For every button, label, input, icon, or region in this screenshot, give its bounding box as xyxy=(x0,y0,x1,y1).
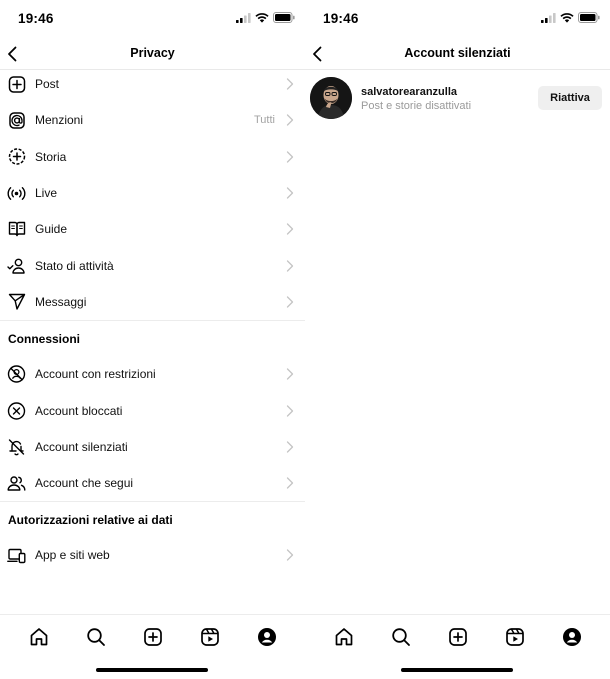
page-title: Account silenziati xyxy=(404,46,511,60)
chevron-right-icon xyxy=(286,405,294,417)
battery-icon xyxy=(273,12,295,23)
chevron-right-icon xyxy=(286,296,294,308)
reels-icon xyxy=(505,627,525,647)
tab-reels[interactable] xyxy=(500,622,530,652)
nav-bar xyxy=(305,38,610,70)
tab-create[interactable] xyxy=(443,622,473,652)
profile-icon xyxy=(257,627,277,647)
menu-item-restricted-accounts[interactable] xyxy=(0,356,305,392)
reels-icon xyxy=(200,627,220,647)
menu-item-post[interactable] xyxy=(0,66,305,102)
tab-create[interactable] xyxy=(138,622,168,652)
chevron-right-icon xyxy=(286,78,294,90)
menu-item-activity-status[interactable] xyxy=(0,247,305,283)
status-bar xyxy=(305,0,610,38)
search-icon xyxy=(86,627,106,647)
section-title-data-permissions: Autorizzazioni relative ai dati xyxy=(8,512,173,527)
chevron-right-icon xyxy=(286,549,294,561)
menu-item-label: Menzioni xyxy=(35,113,84,128)
tab-profile[interactable] xyxy=(557,622,587,652)
muted-account-row[interactable] xyxy=(305,76,610,122)
chevron-right-icon xyxy=(286,477,294,489)
section-title-connections: Connessioni xyxy=(8,331,81,346)
reactivate-button[interactable]: Riattiva xyxy=(538,86,602,110)
apps-websites-icon xyxy=(7,546,26,565)
system-icons xyxy=(541,12,600,23)
tab-profile[interactable] xyxy=(252,622,282,652)
tab-search[interactable] xyxy=(81,622,111,652)
home-indicator[interactable] xyxy=(96,668,208,672)
home-indicator[interactable] xyxy=(401,668,513,672)
menu-item-label: Live xyxy=(35,186,58,201)
menu-item-label: App e siti web xyxy=(35,548,110,563)
chevron-right-icon xyxy=(286,151,294,163)
wifi-icon xyxy=(255,13,269,23)
menu-item-live[interactable] xyxy=(0,175,305,211)
menu-item-mentions[interactable] xyxy=(0,102,305,138)
page-title: Privacy xyxy=(130,46,175,60)
status-bar xyxy=(0,0,305,38)
muted-bell-icon xyxy=(7,437,26,456)
chevron-right-icon xyxy=(286,187,294,199)
paper-plane-icon xyxy=(7,292,26,311)
menu-item-story[interactable] xyxy=(0,139,305,175)
blocked-icon xyxy=(7,401,26,420)
chevron-right-icon xyxy=(286,368,294,380)
create-icon xyxy=(143,627,163,647)
tab-bar xyxy=(0,614,305,658)
battery-icon xyxy=(578,12,600,23)
tab-bar xyxy=(305,614,610,658)
account-username: salvatorearanzulla xyxy=(361,86,457,98)
status-time: 19:46 xyxy=(323,11,359,26)
restricted-icon xyxy=(7,365,26,384)
search-icon xyxy=(391,627,411,647)
menu-item-label: Stato di attività xyxy=(35,258,114,273)
menu-item-messages[interactable] xyxy=(0,284,305,320)
menu-item-label: Guide xyxy=(35,222,68,237)
story-plus-icon xyxy=(7,147,26,166)
menu-item-label: Messaggi xyxy=(35,294,87,309)
plus-square-icon xyxy=(7,75,26,94)
following-icon xyxy=(7,474,26,493)
profile-icon xyxy=(562,627,582,647)
tab-reels[interactable] xyxy=(195,622,225,652)
menu-item-following-accounts[interactable] xyxy=(0,465,305,501)
wifi-icon xyxy=(560,13,574,23)
menu-item-label: Account con restrizioni xyxy=(35,367,156,382)
cellular-signal-icon xyxy=(541,13,556,23)
chevron-right-icon xyxy=(286,260,294,272)
menu-item-value: Tutti xyxy=(254,114,275,127)
menu-item-blocked-accounts[interactable] xyxy=(0,392,305,428)
chevron-right-icon xyxy=(286,223,294,235)
home-icon xyxy=(334,627,354,647)
menu-item-label: Storia xyxy=(35,149,67,164)
activity-status-icon xyxy=(7,256,26,275)
avatar-photo-icon xyxy=(310,77,352,119)
chevron-right-icon xyxy=(286,441,294,453)
menu-item-label: Account bloccati xyxy=(35,403,123,418)
menu-item-label: Account che segui xyxy=(35,476,134,491)
create-icon xyxy=(448,627,468,647)
status-time: 19:46 xyxy=(18,11,54,26)
tab-home[interactable] xyxy=(24,622,54,652)
avatar[interactable] xyxy=(310,77,352,119)
chevron-right-icon xyxy=(286,114,294,126)
system-icons xyxy=(236,12,295,23)
at-icon xyxy=(7,111,26,130)
menu-item-muted-accounts[interactable] xyxy=(0,429,305,465)
menu-item-guides[interactable] xyxy=(0,211,305,247)
tab-search[interactable] xyxy=(386,622,416,652)
cellular-signal-icon xyxy=(236,13,251,23)
guide-book-icon xyxy=(7,220,26,239)
live-icon xyxy=(7,184,26,203)
account-mute-status: Post e storie disattivati xyxy=(361,100,472,112)
home-icon xyxy=(29,627,49,647)
privacy-menu xyxy=(0,66,305,574)
menu-item-label: Post xyxy=(35,77,60,92)
tab-home[interactable] xyxy=(329,622,359,652)
menu-item-label: Account silenziati xyxy=(35,439,128,454)
muted-accounts-screen xyxy=(305,0,610,679)
menu-item-apps-websites[interactable] xyxy=(0,537,305,573)
